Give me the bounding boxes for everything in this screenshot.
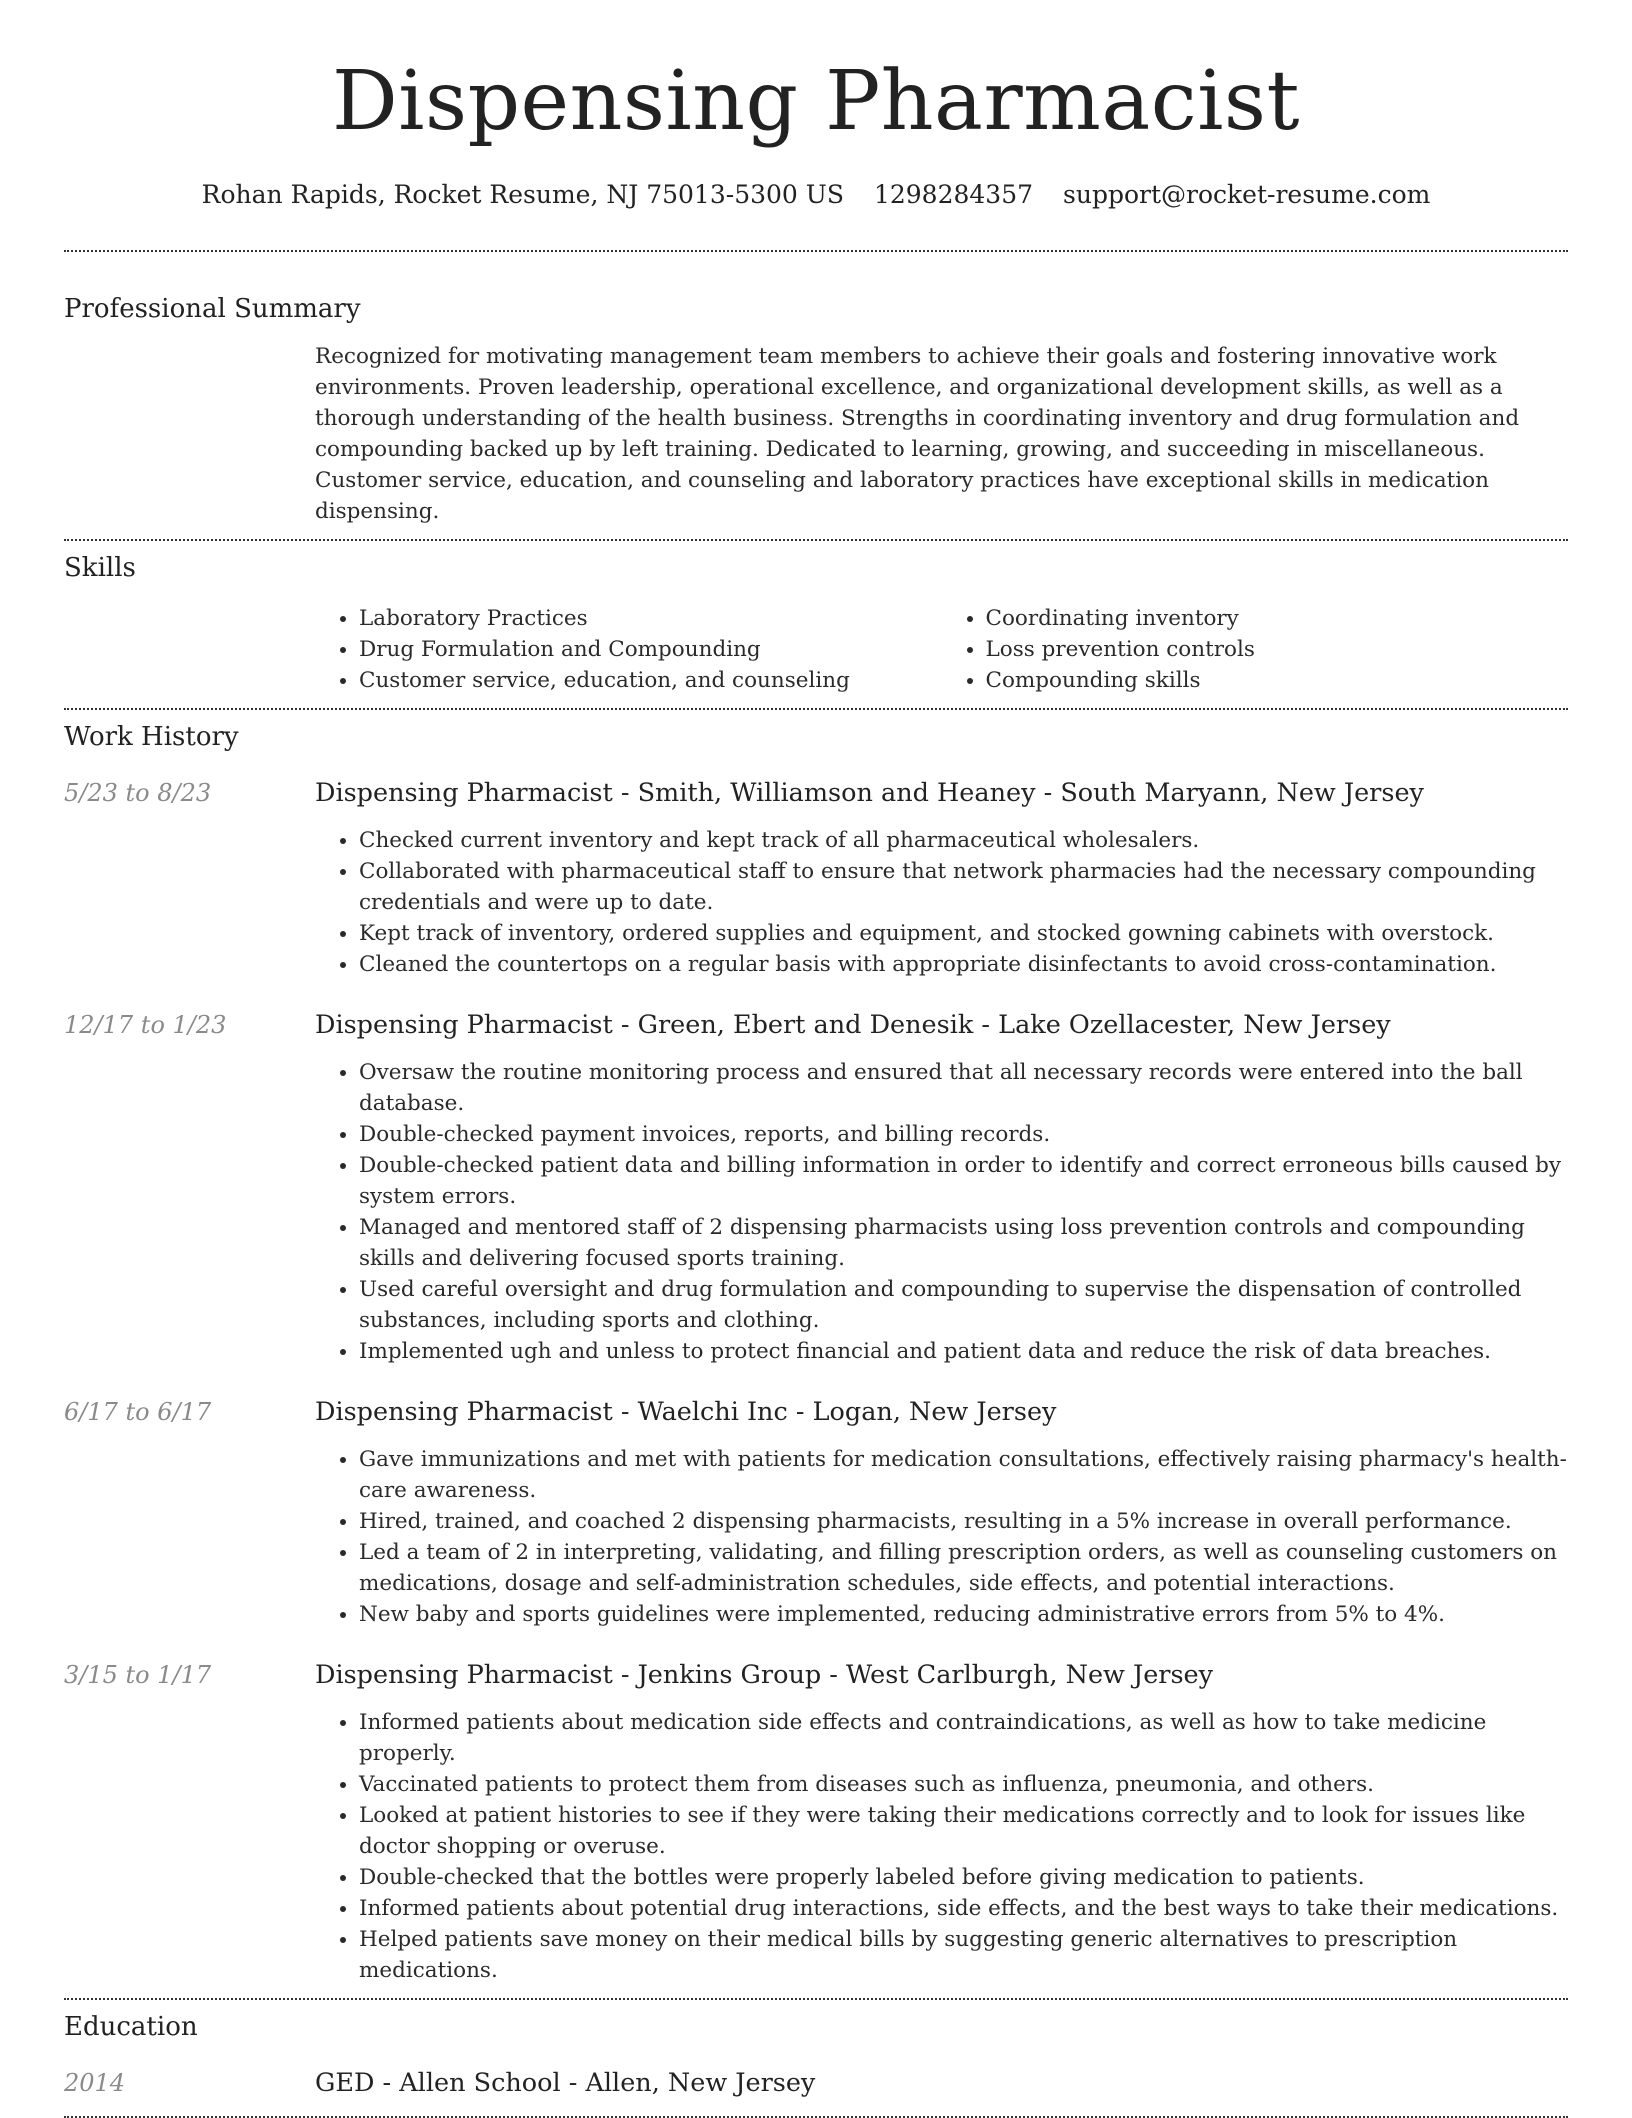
job-bullet: • Gave immunizations and met with patients for medication consultations, effectively raising pharmacy's health-care awareness. <box>359 1444 1568 1506</box>
job-date: 3/15 to 1/17 <box>64 1661 212 1689</box>
skills-column-left <box>315 603 942 696</box>
contact-phone: 1298284357 <box>873 180 1034 209</box>
contact-line <box>64 178 1568 212</box>
job-entry <box>64 1395 1568 1630</box>
education-title: GED - Allen School - Allen, New Jersey <box>315 2068 816 2098</box>
work-history-heading: Work History <box>64 722 239 752</box>
summary-text: Recognized for motivating management team members to achieve their goals and fostering innovative work environments. Proven leadership, operational excellence, and organizational development skills, as well as a thorough understanding of the health business. Strengths in coordinating inventory and drug formulation and compounding backed up by left training. Dedicated to learning, growing, and succeeding in miscellaneous. Customer service, education, and counseling and laboratory practices have exceptional skills in medication dispensing. <box>315 344 1520 524</box>
job-bullets <box>315 1057 1568 1367</box>
candidate-name: Dispensing Pharmacist <box>332 54 1300 149</box>
job-bullet: • Used careful oversight and drug formulation and compounding to supervise the dispensation of controlled substances, including sports and clothing. <box>359 1274 1568 1336</box>
job-bullet: • Helped patients save money on their medical bills by suggesting generic alternatives to prescription medications. <box>359 1924 1568 1986</box>
job-header <box>64 1008 1568 1042</box>
job-bullet: • Informed patients about medication side effects and contraindications, as well as how to take medicine properly. <box>359 1707 1568 1769</box>
divider <box>64 250 1568 252</box>
divider <box>64 708 1568 710</box>
job-entry <box>64 1008 1568 1367</box>
job-entry <box>64 1658 1568 1986</box>
job-header <box>64 1395 1568 1429</box>
job-bullets <box>315 825 1568 980</box>
contact-address: Rohan Rapids, Rocket Resume, NJ 75013-5300 US <box>201 180 844 209</box>
job-bullet: • Vaccinated patients to protect them from diseases such as influenza, pneumonia, and others. <box>359 1769 1568 1800</box>
job-date: 6/17 to 6/17 <box>64 1398 212 1426</box>
job-bullet: • Double-checked patient data and billing information in order to identify and correct erroneous bills caused by system errors. <box>359 1150 1568 1212</box>
job-bullet: • New baby and sports guidelines were implemented, reducing administrative errors from 5% to 4%. <box>359 1599 1568 1630</box>
skills-column-right <box>942 603 1569 696</box>
job-title: Dispensing Pharmacist - Jenkins Group - West Carlburgh, New Jersey <box>315 1660 1214 1690</box>
divider <box>64 539 1568 541</box>
job-bullets <box>315 1444 1568 1630</box>
job-bullets <box>315 1707 1568 1986</box>
skills-list <box>315 603 1568 696</box>
job-date: 5/23 to 8/23 <box>64 779 212 807</box>
divider <box>64 1998 1568 2000</box>
job-bullet: • Managed and mentored staff of 2 dispensing pharmacists using loss prevention controls and compounding skills and delivering focused sports training. <box>359 1212 1568 1274</box>
job-bullet: • Collaborated with pharmaceutical staff to ensure that network pharmacies had the necessary compounding credentials and were up to date. <box>359 856 1568 918</box>
job-bullet: • Informed patients about potential drug interactions, side effects, and the best ways to take their medications. <box>359 1893 1568 1924</box>
job-bullet: • Looked at patient histories to see if they were taking their medications correctly and to look for issues like doctor shopping or overuse. <box>359 1800 1568 1862</box>
job-title: Dispensing Pharmacist - Green, Ebert and Denesik - Lake Ozellacester, New Jersey <box>315 1010 1391 1040</box>
education-date: 2014 <box>64 2069 126 2097</box>
job-bullet: • Oversaw the routine monitoring process and ensured that all necessary records were entered into the ball database. <box>359 1057 1568 1119</box>
job-entry <box>64 776 1568 980</box>
job-header <box>64 776 1568 810</box>
job-bullet: • Cleaned the countertops on a regular basis with appropriate disinfectants to avoid cross-contamination. <box>359 949 1568 980</box>
job-bullet: • Kept track of inventory, ordered supplies and equipment, and stocked gowning cabinets with overstock. <box>359 918 1568 949</box>
job-title: Dispensing Pharmacist - Smith, Williamson and Heaney - South Maryann, New Jersey <box>315 778 1424 808</box>
skills-heading: Skills <box>64 553 136 583</box>
job-bullet: • Hired, trained, and coached 2 dispensing pharmacists, resulting in a 5% increase in overall performance. <box>359 1506 1568 1537</box>
skill-item: • Compounding skills <box>986 665 1569 696</box>
education-heading: Education <box>64 2012 198 2042</box>
skill-item: • Drug Formulation and Compounding <box>359 634 942 665</box>
job-date: 12/17 to 1/23 <box>64 1011 227 1039</box>
skill-item: • Customer service, education, and counseling <box>359 665 942 696</box>
job-bullet: • Implemented ugh and unless to protect financial and patient data and reduce the risk of data breaches. <box>359 1336 1568 1367</box>
job-bullet: • Double-checked that the bottles were properly labeled before giving medication to patients. <box>359 1862 1568 1893</box>
skill-item: • Laboratory Practices <box>359 603 942 634</box>
summary-heading: Professional Summary <box>64 294 361 324</box>
job-bullet: • Double-checked payment invoices, reports, and billing records. <box>359 1119 1568 1150</box>
education-entry <box>64 2066 1568 2100</box>
contact-email: support@rocket-resume.com <box>1063 180 1431 209</box>
skill-item: • Loss prevention controls <box>986 634 1569 665</box>
job-header <box>64 1658 1568 1692</box>
job-bullet: • Checked current inventory and kept track of all pharmaceutical wholesalers. <box>359 825 1568 856</box>
skill-item: • Coordinating inventory <box>986 603 1569 634</box>
job-title: Dispensing Pharmacist - Waelchi Inc - Logan, New Jersey <box>315 1397 1057 1427</box>
job-bullet: • Led a team of 2 in interpreting, validating, and filling prescription orders, as well as counseling customers on medications, dosage and self-administration schedules, side effects, and potential interactions. <box>359 1537 1568 1599</box>
